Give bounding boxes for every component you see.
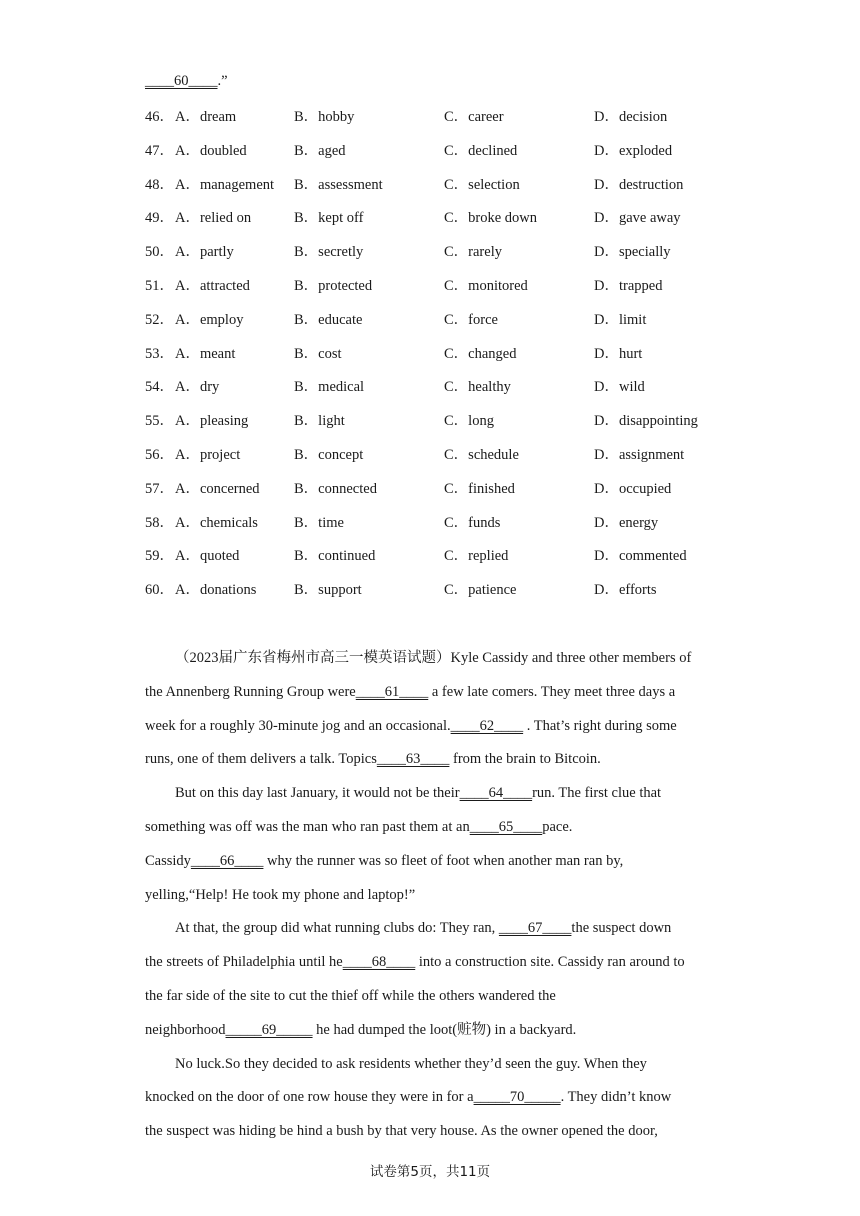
option-b: B．protected <box>294 277 373 294</box>
question-number: 53． <box>145 345 174 362</box>
option-a: A．dream <box>175 109 237 125</box>
option-d: D．decision <box>594 109 668 125</box>
option-d: D．assignment <box>594 446 685 463</box>
option-b: B．time <box>294 514 344 531</box>
blank-63: ____63____ <box>376 751 450 768</box>
option-d: D．specially <box>594 244 671 261</box>
blank-64: ____64____ <box>459 785 533 802</box>
option-a: A．dry <box>175 379 220 396</box>
blank-68: ____68____ <box>342 954 416 971</box>
option-b: B．hobby <box>294 109 355 125</box>
option-d: D．limit <box>594 311 647 328</box>
cloze-passage <box>145 647 725 1154</box>
question-number: 54． <box>145 379 174 396</box>
question-row <box>145 207 745 241</box>
option-d: D．gave away <box>594 210 681 227</box>
question-row <box>145 174 745 208</box>
option-a: A．donations <box>175 582 257 599</box>
passage-line: the Annenberg Running Group were____61____ a few late comers. They meet three days a <box>145 683 676 700</box>
question-number: 60． <box>145 582 174 599</box>
option-c: C．healthy <box>444 379 511 396</box>
option-b: B．educate <box>294 311 363 328</box>
question-row <box>145 512 745 546</box>
question-row <box>145 410 745 444</box>
question-number: 49． <box>145 210 174 227</box>
option-d: D．efforts <box>594 582 657 599</box>
question-number: 47． <box>145 142 174 159</box>
option-d: D．occupied <box>594 480 672 497</box>
option-a: A．pleasing <box>175 413 249 430</box>
answer-options <box>145 106 745 613</box>
question-number: 46． <box>145 109 174 125</box>
option-b: B．connected <box>294 480 377 497</box>
option-c: C．long <box>444 413 494 430</box>
option-c: C．replied <box>444 548 509 565</box>
option-c: C．funds <box>444 514 501 531</box>
question-row <box>145 343 745 377</box>
question-number: 59． <box>145 548 174 565</box>
option-c: C．monitored <box>444 277 528 294</box>
question-row <box>145 579 745 613</box>
option-c: C．selection <box>444 176 520 193</box>
question-number: 50． <box>145 244 174 261</box>
question-row <box>145 309 745 343</box>
option-c: C．patience <box>444 582 517 599</box>
option-b: B．concept <box>294 446 364 463</box>
passage-line: （2023届广东省梅州市高三一模英语试题）Kyle Cassidy and three other members of <box>175 650 692 666</box>
option-a: A．attracted <box>175 277 250 294</box>
option-d: D．commented <box>594 548 687 565</box>
question-number: 51． <box>145 277 174 294</box>
blank-66: ____66____ <box>190 852 264 869</box>
question-row <box>145 275 745 309</box>
option-a: A．concerned <box>175 480 260 497</box>
option-a: A．relied on <box>175 210 252 227</box>
option-d: D．destruction <box>594 176 684 193</box>
blank-69: _____69_____ <box>225 1021 313 1038</box>
question-row <box>145 545 745 579</box>
option-c: C．declined <box>444 142 518 159</box>
option-b: B．aged <box>294 142 346 159</box>
option-a: A．quoted <box>175 548 240 565</box>
option-d: D．disappointing <box>594 413 698 430</box>
option-c: C．career <box>444 109 504 125</box>
option-d: D．wild <box>594 379 645 396</box>
option-b: B．cost <box>294 345 342 362</box>
question-number: 48． <box>145 176 174 193</box>
blank-67: ____67____ <box>498 920 572 937</box>
blank-70: _____70_____ <box>473 1089 561 1106</box>
blank-61: ____61____ <box>355 683 429 700</box>
passage-line: yelling,“Help! He took my phone and laptop!” <box>145 886 416 903</box>
option-d: D．hurt <box>594 345 643 362</box>
passage-line: week for a roughly 30-minute jog and an occasional.____62____ . That’s right during some <box>145 717 677 734</box>
passage-line: neighborhood_____69_____ he had dumped the loot(赃物) in a backyard. <box>145 1021 577 1038</box>
option-c: C．schedule <box>444 446 519 463</box>
passage-line: Cassidy____66____ why the runner was so fleet of foot when another man ran by, <box>145 852 624 869</box>
option-a: A．management <box>175 176 275 193</box>
passage-line: something was off was the man who ran past them at an____65____pace. <box>145 818 573 835</box>
option-d: D．exploded <box>594 142 673 159</box>
option-b: B．assessment <box>294 176 383 193</box>
option-b: B．continued <box>294 548 376 565</box>
question-number: 57． <box>145 480 174 497</box>
option-a: A．partly <box>175 244 234 261</box>
question-number: 52． <box>145 311 174 328</box>
option-b: B．secretly <box>294 244 364 261</box>
option-b: B．kept off <box>294 210 364 227</box>
question-number: 58． <box>145 514 174 531</box>
option-a: A．project <box>175 446 241 463</box>
question-row <box>145 444 745 478</box>
passage-line: runs, one of them delivers a talk. Topics____63____ from the brain to Bitcoin. <box>145 751 601 768</box>
question-row <box>145 241 745 275</box>
option-a: A．doubled <box>175 142 247 159</box>
question-number: 56． <box>145 446 174 463</box>
option-c: C．changed <box>444 345 517 362</box>
passage-line: the far side of the site to cut the thief off while the others wandered the <box>145 987 556 1004</box>
question-row <box>145 478 745 512</box>
question-row <box>145 106 745 140</box>
passage-line: But on this day last January, it would not be their____64____run. The first clue that <box>175 785 662 802</box>
option-b: B．medical <box>294 379 365 396</box>
option-c: C．rarely <box>444 244 502 261</box>
option-a: A．employ <box>175 311 244 328</box>
option-b: B．support <box>294 582 362 599</box>
option-d: D．energy <box>594 514 659 531</box>
option-b: B．light <box>294 413 345 430</box>
continued-line: ____60____.” <box>145 73 228 89</box>
blank-60: ____60____ <box>145 73 218 89</box>
option-c: C．finished <box>444 480 515 497</box>
option-c: C．broke down <box>444 210 538 227</box>
passage-line: No luck.So they decided to ask residents whether they’d seen the guy. When they <box>175 1055 647 1072</box>
option-d: D．trapped <box>594 277 663 294</box>
option-a: A．meant <box>175 345 236 362</box>
question-row <box>145 140 745 174</box>
option-a: A．chemicals <box>175 514 258 531</box>
passage-line: knocked on the door of one row house they were in for a_____70_____. They didn’t know <box>145 1089 672 1106</box>
page-footer: 试卷第5页，共11页 <box>369 1164 491 1180</box>
option-c: C．force <box>444 311 498 328</box>
question-number: 55． <box>145 413 174 430</box>
blank-65: ____65____ <box>469 818 543 835</box>
question-row <box>145 376 745 410</box>
blank-62: ____62____ <box>450 717 524 734</box>
passage-line: the suspect was hiding be hind a bush by that very house. As the owner opened the door, <box>145 1123 658 1140</box>
passage-line: the streets of Philadelphia until he____68____ into a construction site. Cassidy ran around to <box>145 954 685 971</box>
passage-line: At that, the group did what running clubs do: They ran, ____67____the suspect down <box>175 920 672 937</box>
